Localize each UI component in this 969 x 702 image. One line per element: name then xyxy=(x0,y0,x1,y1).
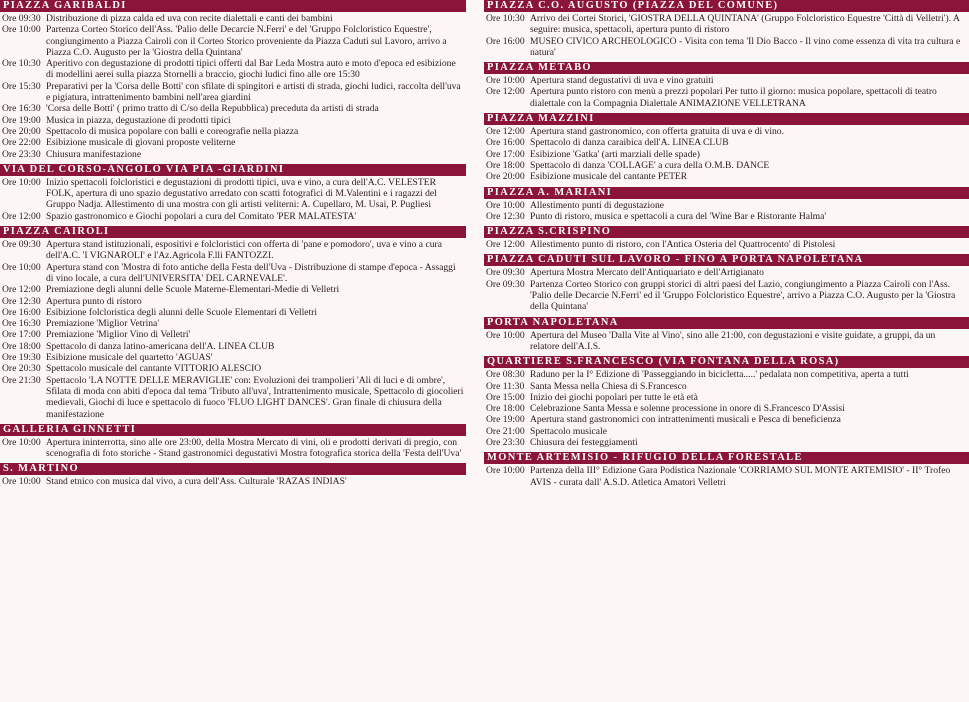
event-row xyxy=(484,126,969,137)
event-time: Ore 10:00 xyxy=(486,329,525,341)
event-description: Esibizione 'Gatka' (arti marziali delle spade) xyxy=(530,148,700,160)
section-header: MONTE ARTEMISIO - RIFUGIO DELLA FORESTALE xyxy=(484,452,969,464)
event-description: Apertura stand gastronomico, con offerta gratuita di uva e di vino. xyxy=(530,126,784,138)
section-piazza-metabo xyxy=(484,62,969,113)
event-time: Ore 12:00 xyxy=(486,126,525,138)
event-row xyxy=(0,24,466,58)
event-description: Esibizione musicale di giovani proposte veliterne xyxy=(46,137,236,149)
event-time: Ore 12:00 xyxy=(486,239,525,251)
event-time: Ore 10:00 xyxy=(486,75,525,87)
event-time: Ore 16:00 xyxy=(2,306,41,318)
event-time: Ore 15:30 xyxy=(2,80,41,92)
section-piazza-mazzini xyxy=(484,113,969,186)
event-description: Allestimento punti di degustazione xyxy=(530,199,665,211)
event-description: Spettacolo 'LA NOTTE DELLE MERAVIGLIE' con: Evoluzioni dei trampolieri 'Ali di luci e di ombre', Sfilata di moda con abiti d'epoca dal tema 'Tributo all'uva', Intrattenimento musicale, Spettacolo di giocolieri medievali, Giochi di luce e spettacolo di fuoco 'FLUO LIGHT DANCES'. Gran finale di chiusura della manifestazione xyxy=(46,374,464,420)
event-description: Apertura stand degustativi di uva e vino gratuiti xyxy=(530,75,714,87)
event-time: Ore 18:00 xyxy=(2,340,41,352)
event-time: Ore 16:00 xyxy=(486,137,525,149)
event-row xyxy=(484,403,969,414)
event-row xyxy=(0,363,466,374)
event-row xyxy=(484,160,969,171)
event-time: Ore 15:00 xyxy=(486,391,525,403)
section-galleria-ginnetti xyxy=(0,424,466,464)
event-list xyxy=(0,238,466,424)
section-header: PIAZZA A. MARIANI xyxy=(484,187,969,199)
event-description: Apertura ininterrotta, sino alle ore 23:00, della Mostra Mercato di vini, oli e prodotti derivati di pregio, con scenografia di foto storiche - Stand gastronomici degustativi Mostra fotografica storica della 'Festa dell'Uva' xyxy=(46,436,462,460)
event-time: Ore 19:00 xyxy=(2,114,41,126)
event-description: Esibizione folcloristica degli alunni delle Scuole Elementari di Velletri xyxy=(46,306,318,318)
event-row xyxy=(0,437,466,460)
section-header: PIAZZA CADUTI SUL LAVORO - FINO A PORTA NAPOLETANA xyxy=(484,254,969,266)
event-time: Ore 21:30 xyxy=(2,374,41,386)
event-row xyxy=(0,239,466,262)
event-row xyxy=(484,437,969,448)
event-description: Apertura Mostra Mercato dell'Antiquariato e dell'Artigianato xyxy=(530,267,764,279)
event-row xyxy=(484,392,969,403)
left-column xyxy=(0,0,466,492)
event-time: Ore 10:00 xyxy=(2,436,41,448)
event-description: Spettacolo di musica popolare con balli e coreografie nella piazza xyxy=(46,125,299,137)
section-via-del-corso-angolo-via-pia-giardini xyxy=(0,164,466,226)
event-row xyxy=(0,307,466,318)
event-row xyxy=(0,375,466,420)
event-description: Raduno per la I° Edizione di 'Passeggiando in bicicletta.....' pedalata non competitiva, aperta a tutti xyxy=(530,369,909,381)
section-piazza-garibaldi xyxy=(0,0,466,164)
event-description: Apertura punto ristoro con menù a prezzi popolari Per tutto il giorno: musica popolare, spettacoli di teatro dialettale con la Compagnia Dialettale ANIMAZIONE VELLETRANA xyxy=(530,86,937,109)
event-time: Ore 10:30 xyxy=(486,13,525,24)
event-time: Ore 12:30 xyxy=(2,295,41,307)
section-quartiere-s-francesco-via-fontana-della-rosa xyxy=(484,356,969,452)
event-description: Apertura stand con 'Mostra di foto antiche della Festa dell'Uva - Distribuzione di stampe d'epoca - Assaggi di vino locale, a cura dell'UNIVERSITA' DEL CARNEVALE'. xyxy=(46,261,456,284)
event-list xyxy=(0,176,466,226)
event-description: MUSEO CIVICO ARCHEOLOGICO - Visita con tema 'Il Dio Bacco - Il vino come essenza di vita tra cultura e natura' xyxy=(530,35,961,58)
event-list xyxy=(484,74,969,113)
event-description: Spettacolo di danza latino-americana dell'A. LINEA CLUB xyxy=(46,340,275,352)
event-row xyxy=(0,126,466,137)
event-row xyxy=(484,211,969,222)
section-piazza-a-mariani xyxy=(484,187,969,227)
section-porta-napoletana xyxy=(484,317,969,357)
event-row xyxy=(0,103,466,114)
event-time: Ore 22:00 xyxy=(2,137,41,149)
event-description: Spettacolo musicale xyxy=(530,425,607,437)
event-time: Ore 16:30 xyxy=(2,318,41,330)
event-list xyxy=(0,475,466,491)
section-header: PORTA NAPOLETANA xyxy=(484,317,969,329)
event-row xyxy=(484,279,969,313)
event-list xyxy=(484,368,969,452)
event-description: Arrivo dei Cortei Storici, 'GIOSTRA DELLA QUINTANA' (Gruppo Folcloristico Equestre 'Città di Velletri'). A seguire: musica, spettacoli, apertura punto di ristoro xyxy=(530,13,960,36)
event-time: Ore 18:00 xyxy=(486,403,525,415)
event-time: Ore 10:00 xyxy=(486,465,525,477)
event-row xyxy=(484,267,969,278)
event-row xyxy=(0,476,466,487)
event-row xyxy=(0,81,466,104)
event-time: Ore 17:00 xyxy=(486,148,525,160)
section-header: PIAZZA CAIROLI xyxy=(0,226,466,238)
event-description: Spettacolo di danza 'COLLAGE' a cura della O.M.B. DANCE xyxy=(530,159,770,171)
event-time: Ore 10:00 xyxy=(486,199,525,211)
event-time: Ore 09:30 xyxy=(2,239,41,251)
event-time: Ore 20:00 xyxy=(486,171,525,183)
event-description: Punto di ristoro, musica e spettacoli a cura del 'Wine Bar e Ristorante Halma' xyxy=(530,210,827,222)
event-time: Ore 12:30 xyxy=(486,210,525,222)
event-time: Ore 18:00 xyxy=(486,159,525,171)
event-description: Musica in piazza, degustazione di prodotti tipici xyxy=(46,114,231,126)
event-row xyxy=(484,171,969,182)
event-list xyxy=(484,238,969,254)
event-description: Aperitivo con degustazione di prodotti tipici offerti dal Bar Leda Mostra auto e moto d'epoca ed esibizione di modellini aerei sulla piazza Stornelli a braccio, giochi ludici fino alle ore 15:30 xyxy=(46,58,456,81)
event-description: Distribuzione di pizza calda ed uva con recite dialettali e canti dei bambini xyxy=(46,13,333,24)
event-row xyxy=(484,36,969,59)
event-row xyxy=(484,330,969,353)
event-row xyxy=(484,137,969,148)
event-row xyxy=(0,329,466,340)
event-row xyxy=(484,13,969,36)
event-description: Celebrazione Santa Messa e solenne processione in onore di S.Francesco D'Assisi xyxy=(530,403,845,415)
event-time: Ore 21:00 xyxy=(486,425,525,437)
event-list xyxy=(484,266,969,316)
section-header: QUARTIERE S.FRANCESCO (VIA FONTANA DELLA ROSA) xyxy=(484,356,969,368)
event-description: 'Corsa delle Botti' ( primo tratto di C/so della Repubblica) preceduta da artisti di strada xyxy=(46,103,379,115)
event-time: Ore 16:00 xyxy=(486,35,525,47)
event-row xyxy=(0,177,466,211)
event-time: Ore 08:30 xyxy=(486,369,525,381)
section-header: PIAZZA GARIBALDI xyxy=(0,0,466,12)
event-description: Allestimento punto di ristoro, con l'Antica Osteria del Quattrocento' di Pistolesi xyxy=(530,239,836,251)
event-row xyxy=(484,414,969,425)
event-time: Ore 17:00 xyxy=(2,329,41,341)
event-row xyxy=(484,149,969,160)
event-time: Ore 16:30 xyxy=(2,103,41,115)
event-row xyxy=(484,369,969,380)
event-list xyxy=(0,12,466,164)
event-description: Apertura stand istituzionali, espositivi e folcloristici con offerta di 'pane e pomodoro', uva e vino a cura dell'A.C. 'I VIGNAROLI' e l'Az.Agricola F.lli FANTOZZI. xyxy=(46,239,442,262)
right-column xyxy=(484,0,969,492)
event-description: Esibizione musicale del quartetto 'AGUAS' xyxy=(46,352,213,364)
section-header: PIAZZA S.CRISPINO xyxy=(484,226,969,238)
event-row xyxy=(484,75,969,86)
section-piazza-caduti-sul-lavoro-fino-a-porta-napoletana xyxy=(484,254,969,316)
section-header: VIA DEL CORSO-ANGOLO VIA PIA -GIARDINI xyxy=(0,164,466,176)
event-row xyxy=(484,239,969,250)
event-row xyxy=(0,137,466,148)
section-header: GALLERIA GINNETTI xyxy=(0,424,466,436)
event-time: Ore 09:30 xyxy=(2,13,41,24)
event-row xyxy=(0,318,466,329)
event-row xyxy=(0,149,466,160)
event-description: Preparativi per la 'Corsa delle Botti' con sfilate di spingitori e artisti di strada, giochi ludici, raccolta dell'uva e pigiatura, intrattenimento bambini nell'area giardini xyxy=(46,80,461,104)
event-description: Partenza Corteo Storico dell'Ass. 'Palio delle Decarcie N.Ferri' e del 'Gruppo Folcloristico Equestre', congiungimento a Piazza Cairoli con il Corteo Storico proveniente da Piazza Caduti sul Lavoro, arrivo a Piazza C.O. Augusto per la 'Giostra della Quintana' xyxy=(46,24,447,58)
event-description: Spazio gastronomico e Giochi popolari a cura del Comitato 'PER MALATESTA' xyxy=(46,210,357,222)
event-list xyxy=(484,464,969,492)
event-description: Apertura stand gastronomici con intrattenimenti musicali e Pesca di beneficienza xyxy=(530,414,841,426)
section-s-martino xyxy=(0,463,466,491)
event-description: Stand etnico con musica dal vivo, a cura dell'Ass. Culturale 'RAZAS INDIAS' xyxy=(46,476,347,488)
event-list xyxy=(0,436,466,464)
event-time: Ore 11:30 xyxy=(486,380,525,392)
event-row xyxy=(0,13,466,24)
section-monte-artemisio-rifugio-della-forestale xyxy=(484,452,969,492)
event-row xyxy=(0,262,466,285)
event-list xyxy=(484,12,969,62)
section-header: PIAZZA C.O. AUGUSTO (PIAZZA DEL COMUNE) xyxy=(484,0,969,12)
event-time: Ore 10:00 xyxy=(2,24,41,36)
event-time: Ore 09:30 xyxy=(486,267,525,279)
event-time: Ore 19:00 xyxy=(486,414,525,426)
event-row xyxy=(484,465,969,488)
event-row xyxy=(0,115,466,126)
section-header: PIAZZA MAZZINI xyxy=(484,113,969,125)
event-description: Partenza Corteo Storico con gruppi storici di altri paesi del Lazio, congiungimento a Piazza Cairoli con l'Ass. 'Palio delle Decarcie N.Ferri' ed il 'Gruppo Folcloristico Equestre', arrivo a Piazza C.O. Augusto per la 'Giostra della Quintana' xyxy=(530,278,956,313)
event-row xyxy=(484,426,969,437)
event-description: Esibizione musicale del cantante PETER xyxy=(530,171,688,183)
event-row xyxy=(0,296,466,307)
event-time: Ore 10:00 xyxy=(2,476,41,488)
event-list xyxy=(484,125,969,186)
event-time: Ore 10:30 xyxy=(2,58,41,70)
event-description: Santa Messa nella Chiesa di S.Francesco xyxy=(530,380,687,392)
event-row xyxy=(484,381,969,392)
event-description: Inizio spettacoli folcloristici e degustazioni di prodotti tipici, uva e vino, a cura dell'A.C. VELESTER FOLK, apertura di uno spazio degustativo arredato con scatti fotografici di M.Valentini e i ragazzi del Gruppo Nadja. Allestimento di una mostra con gli artisti veliterni: A. Cupellaro, M. Usai, P. Pugliesi xyxy=(46,176,437,211)
event-time: Ore 20:30 xyxy=(2,363,41,375)
event-time: Ore 23:30 xyxy=(486,437,525,449)
event-time: Ore 09:30 xyxy=(486,278,525,290)
event-row xyxy=(0,284,466,295)
event-time: Ore 10:00 xyxy=(2,176,41,188)
event-time: Ore 12:00 xyxy=(2,210,41,222)
event-description: Spettacolo di danza caraibica dell'A. LINEA CLUB xyxy=(530,137,729,149)
event-list xyxy=(484,329,969,357)
event-row xyxy=(484,86,969,109)
event-description: Premiazione 'Miglior Vino di Velletri' xyxy=(46,329,191,341)
event-description: Partenza della III° Edizione Gara Podistica Nazionale 'CORRIAMO SUL MONTE ARTEMISIO' - II° Trofeo AVIS - curata dall' A.S.D. Atletica Amatori Velletri xyxy=(530,465,951,488)
event-row xyxy=(0,211,466,222)
event-time: Ore 10:00 xyxy=(2,261,41,273)
event-description: Apertura del Museo 'Dalla Vite al Vino', sino alle 21:00, con degustazioni e visite guidate, a gruppi, da un relatore dell'A.I.S. xyxy=(530,329,936,352)
event-row xyxy=(0,58,466,81)
section-piazza-c-o-augusto-piazza-del-comune xyxy=(484,0,969,62)
event-row xyxy=(484,200,969,211)
event-time: Ore 12:00 xyxy=(2,284,41,296)
section-header: PIAZZA METABO xyxy=(484,62,969,74)
event-description: Apertura punto di ristoro xyxy=(46,295,142,307)
event-row xyxy=(0,352,466,363)
event-time: Ore 20:00 xyxy=(2,125,41,137)
event-description: Inizio dei giochi popolari per tutte le età età xyxy=(530,391,698,403)
section-header: S. MARTINO xyxy=(0,463,466,475)
event-time: Ore 23:30 xyxy=(2,148,41,160)
event-time: Ore 12:00 xyxy=(486,86,525,98)
event-description: Premiazione degli alunni delle Scuole Materne-Elementari-Medie di Velletri xyxy=(46,284,340,296)
event-list xyxy=(484,199,969,227)
event-row xyxy=(0,341,466,352)
event-description: Premiazione 'Miglior Vetrina' xyxy=(46,318,160,330)
section-piazza-s-crispino xyxy=(484,226,969,254)
event-time: Ore 19:30 xyxy=(2,352,41,364)
section-piazza-cairoli xyxy=(0,226,466,424)
event-description: Chiusura manifestazione xyxy=(46,148,142,160)
event-description: Chiusura dei festeggiamenti xyxy=(530,437,638,449)
event-description: Spettacolo musicale del cantante VITTORIO ALESCIO xyxy=(46,363,262,375)
